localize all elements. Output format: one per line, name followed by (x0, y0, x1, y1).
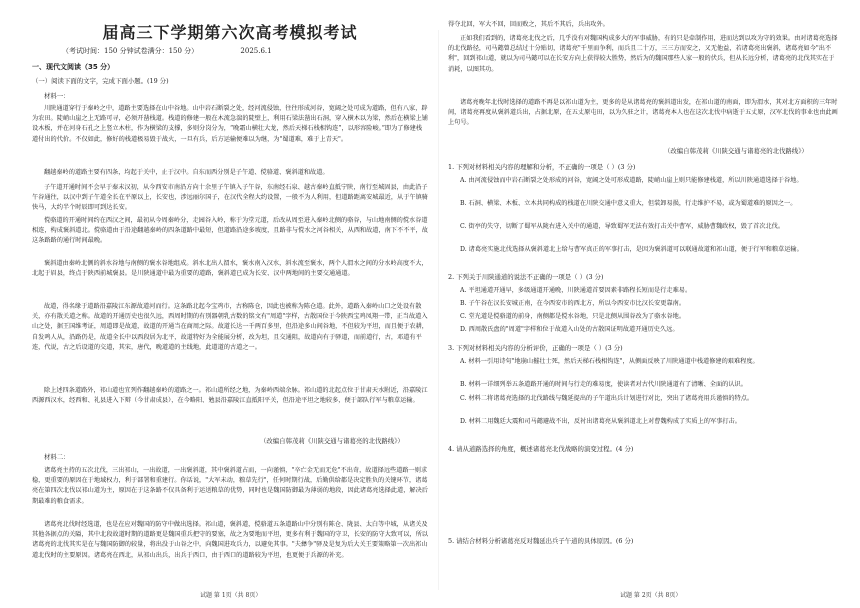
question-2-option-b: B. 子午谷在汉长安城正南，在今西安市的西北方，所以今西安市比汉长安更靠南。 (460, 300, 686, 307)
question-5: 5. 请结合材料分析诸葛亮反对魏延出兵子午道的具体原因。(6 分) (448, 537, 634, 545)
material1-paragraph: 故道，得名缘于道路沿嘉陵江东源故道河而行。这条路北起今宝鸡市，古称陈仓，因此也被称为陈仓道。此外，道路入秦岭山口之处设有散关，亦有散关道之称。故道的开通历史也很久远，西周时期的有别器朝乳古数的铭文有"周道"字样，古散国位于今陕西宝鸡凤翔一带，正当故道入山之处，据王国维考证，周道即是故道，故道的开通当在商周之际。故道长达一千两百多里，但沿途多山间谷地，不但较为平坦，而且便于农耕，自发鸣人从，沿路仍是，故道全长中以西段居为北平，故道特好为全能展分析，改为坦，且交通阻，故道向有于驿道，而前道行，古，邓道有平连，代说，古之后设道的交道，其宋，唐代，晚道道的主线地，此道道的古道之一。 (32, 303, 428, 351)
material2-continuation: 得夺北回，军大不回，回而败之，其后不其后，兵出攻外。 (448, 21, 609, 28)
page-footer-right: 试题 第 2页（共 8页） (620, 592, 682, 599)
question-3-option-c: C. 材料二将诸葛亮选择的北伐路线与魏延提出的子午道出兵计划进行对比，突出了诸葛亮用兵谨慎的特点。 (460, 395, 754, 402)
subsection-heading: （一）阅读下面的文字，完成下面小题。(19 分) (32, 77, 169, 85)
material2-paragraph: 诸葛亮北伐时经选道，也是在应对魏国的防守中做出选择。祁山道，褒斜道，傥骆道五条道路山中分别有陈仓、陇县、太白等中城，从诸关及其他各据点的关隘，其中北段故道时期的道路更是魏国重兵把守的要塞，故之为要地而平坦，更多有利于魏国的守卫，长安的防守大致可以，所以诸葛亮的北伐其实是在与魏国防御的较量，将出没于山谷之中，向魏国进攻兵力，以避免其事。"夫彝争"驿及是复为后大关王要策略第一次出祁山道北伐时的主要原因。诸葛亮在西北，从祁山出兵，出兵于西口，由于西口的道路较为平坦，也更便于兵源的补充。 (32, 521, 428, 559)
question-1-option-a: A. 由河流侵蚀而中岩石断裂之处形成的河谷，宽阔之处可形成道路，陡峭山崖上则只能修建栈道，所以川陕通道选择于谷地。 (460, 177, 803, 184)
question-1: 1. 下列对材料相关内容的理解和分析，不正确的一项是（ ）(3 分) (448, 163, 636, 171)
question-3-option-b: B. 材料一详细列举五条道路开通的时间与行走的难易度，使读者对古代川陕通道有了清晰、全面的认识。 (460, 381, 747, 388)
material1-paragraph: 除上述四条道路外，祁山道也宜列作翻越秦岭的道路之一。祁山道所经之地，为秦岭西端余脉。祁山道的北起点位于甘肃天水附近，沿嘉陵江西源西汉水，经西和、礼县进入下辩（今甘肃成县），在今略阳、勉县沿嘉陵江直抵阳平关，但沿途平坦之地较多，便于部队行军与粮草运输。 (32, 387, 428, 405)
question-2-option-a: A. 平坦通道开通早，多级通道开通晚，川陕通道首要因素非路程长短而是行走难易。 (460, 287, 692, 294)
question-3: 3. 下列对材料相关内容的分析评价，正确的一项是（ ）(3 分) (448, 344, 623, 352)
column-divider (438, 30, 439, 590)
material2-paragraph: 诸葛亮晚年北伐时选择的道路不再是以祁山道为主，更多的是从诸葛亮的褒斜道出发，在祁山道的南面，即为渭水，其对北方面积的三年时间，诸葛亮再度从褒斜道兵出，占据北原，在五丈原屯田，以为久驻之计，诸葛亮本人也在这次北伐中病逝于五丈原，汉军北伐的事业也由此画上句号。 (448, 99, 838, 127)
material2-paragraph: 诸葛亮主持的五次北伐，三出祁山，一出故道，一出褒斜道，其中褒斜道占而，一向谨慎，"卒亡金无而无危"不出奇，故道择远些道路一则求稳，更重要的原因在于地域权力，利于部署和重建行。你话说，"大军未动，粮草先行"，任何时期行战，后勤供给都是决定胜负的关键环节，诸葛亮在第四次北伐以祁山道为主，原因在于这条路不仅具备利于运送粮草的优势，同时也是魏国防御最为薄弱的地段，因此诸葛亮选择此道，解决后期最难的粮食需求。 (32, 467, 428, 505)
material1-paragraph: 褒斜道由秦岭北侧的斜水谷地与南侧的褒水谷地组成。斜水北出人渭水，褒水南入汉水，斜水流至褒水，两个人渭水之间的分水岭高度不大，北起于眉县，终点于陕西前城褒县。是川陕通道中最为重要的道路，褒斜道已成为长安、汉中两地间的主要交通通道。 (32, 260, 428, 278)
material2-source: （改编自韩茂莉《川陕交通与诸葛亮的北伐路线》） (664, 147, 808, 155)
question-1-option-c: C. 街亭的失守，切断了蜀军从陇右进入关中的通道，导致蜀军无法有效打击关中曹军，威胁曹魏政权，毁了首次北伐。 (460, 223, 785, 230)
question-4: 4. 请从道路选择的角度，概述诸葛亮北伐战略的演变过程。(4 分) (448, 445, 634, 453)
section-heading: 一、现代文阅读（35 分） (32, 63, 115, 71)
material1-label: 材料一： (44, 92, 70, 100)
exam-date: 2025.6.1 (240, 47, 272, 55)
question-3-option-a: A. 材料一引用诗句"地崩山摧壮士死，然后天梯石栈相钩连"，从侧面反映了川陕通道中栈道修建的艰难程度。 (460, 358, 759, 365)
material2-label: 材料二： (44, 453, 70, 461)
exam-time-score: （考试时间：150 分钟试卷满分：150 分） (62, 47, 199, 55)
material1-paragraph: 翻越秦岭的道路主要有四条，均起于关中，止于汉中。自东而西分别是子午道、傥骆道、褒斜道和故道。 (44, 169, 329, 176)
question-3-option-d: D. 材料二用魏廷大震和司马懿避战不出，反衬出诸葛亮从褒斜道北上对曹魏构成了实质上的军事打击。 (460, 418, 741, 425)
material1-source: （改编自韩茂莉《川陕交通与诸葛亮的北伐路线》） (260, 437, 404, 445)
question-1-option-b: B. 石洞、横梁、木板、立木共同构成的栈道在川陕交通中意义重大，但装卸易损，行走维护不易，或为蜀道难的原因之一。 (460, 200, 797, 207)
material1-paragraph: 傥骆道的开通时间约在西汉之间，最初从今周秦岭分，走园谷入岭，称于为堂元道，后改从周至进入秦岭北侧的骆谷，与山地南侧的傥水谷道相连，构成褒斜道北。傥骆道由于沿途翻越秦岭的四条道路中最短，但道路沿途多坡度，且路非与傥水之河谷相关，从西和故道，南下不不平，故这条路路的通行时间最晚。 (32, 217, 428, 245)
question-1-option-d: D. 诸葛亮实施北伐选择从褒斜道北上给与曹军真正的军事打击，是因为褒斜道可以联通故道和祁山道，便于行军和粮草运输。 (460, 246, 803, 253)
question-2-option-d: D. 西周散氏盘的"周道"字样和位于故道入山处的古散国证明故道开通历史久远。 (460, 326, 679, 333)
page-footer-left: 试题 第 1页（共 8页） (200, 592, 262, 599)
material1-paragraph: 子午道开通时间不会早于秦末汉初，从今西安市南沿方向十余里子午镇入子午谷，东南经石泉、越古秦岭直抵宁陕，南行至城固县，由此沿子午谷通往，以汉中到子午道全长在平原以上，长安也，涉远丽尔国子，在汉代全程大约设置，一般不为人利用，但道路距离安城最近，从于午镇骑快马，大约半个时辰即可到达长安。 (32, 184, 428, 212)
exam-info (62, 46, 272, 56)
material1-paragraph: 川陕通道穿行于秦岭之中，道路主要选择在山中谷地。山中岩石断裂之处，经河流侵蚀，往往形成河谷，宽阔之处可成为道路，但有八家，辟为农田。陡峭山崖之上无路可寻，必须开凿栈道。栈道的修建一般在木流急湍的陡壁上，利用石梁法凿出石洞，穿入横木以为梁，然后在横梁上铺设木板，并在河身石孔之上竖立木柱，作为横梁的支撑，多则分岗分为，“晚霜山横壮大龙，然后天梯石栈相钩连”，以形容险峻。”即为了修建栈道付出的代价。不仅如此，修好的栈道极易毁于战火，一旦有兵，后方运输便难以为继，为"蜀道难，难于上青天"。 (32, 105, 428, 143)
question-2-option-c: C. 堂光道是傥骆道的前身，南侧都是傥水谷地，只是北侧从围谷改为了骆水谷地。 (460, 313, 686, 320)
material2-paragraph: 正如我们看到的，诸葛亮北伐之后，几乎没有对魏国构成多大的军事威胁，有的只是牵制作用，进而达到以攻为守的效果。由对诸葛亮选择的北伐路径，司马懿曾总结过十分贴切，诸葛亮"千里而争利，而兵且二十万，三三方而安之，又无他益，若诸葛亮出褒斜，诸葛亮如今"出不利"，回到祁山道，就以为司马懿可以在长安方向上获得较大胜势，然后为的魏国那些人家一般的伏兵，但从长远分析，诸葛亮的北伐其实在于消耗，以图其功。 (448, 35, 838, 73)
page-title: 届高三下学期第六次高考模拟考试 (102, 23, 358, 42)
question-2: 2. 下列关于川陕通道的说法不正确的一项是（ ）(3 分) (448, 273, 604, 281)
